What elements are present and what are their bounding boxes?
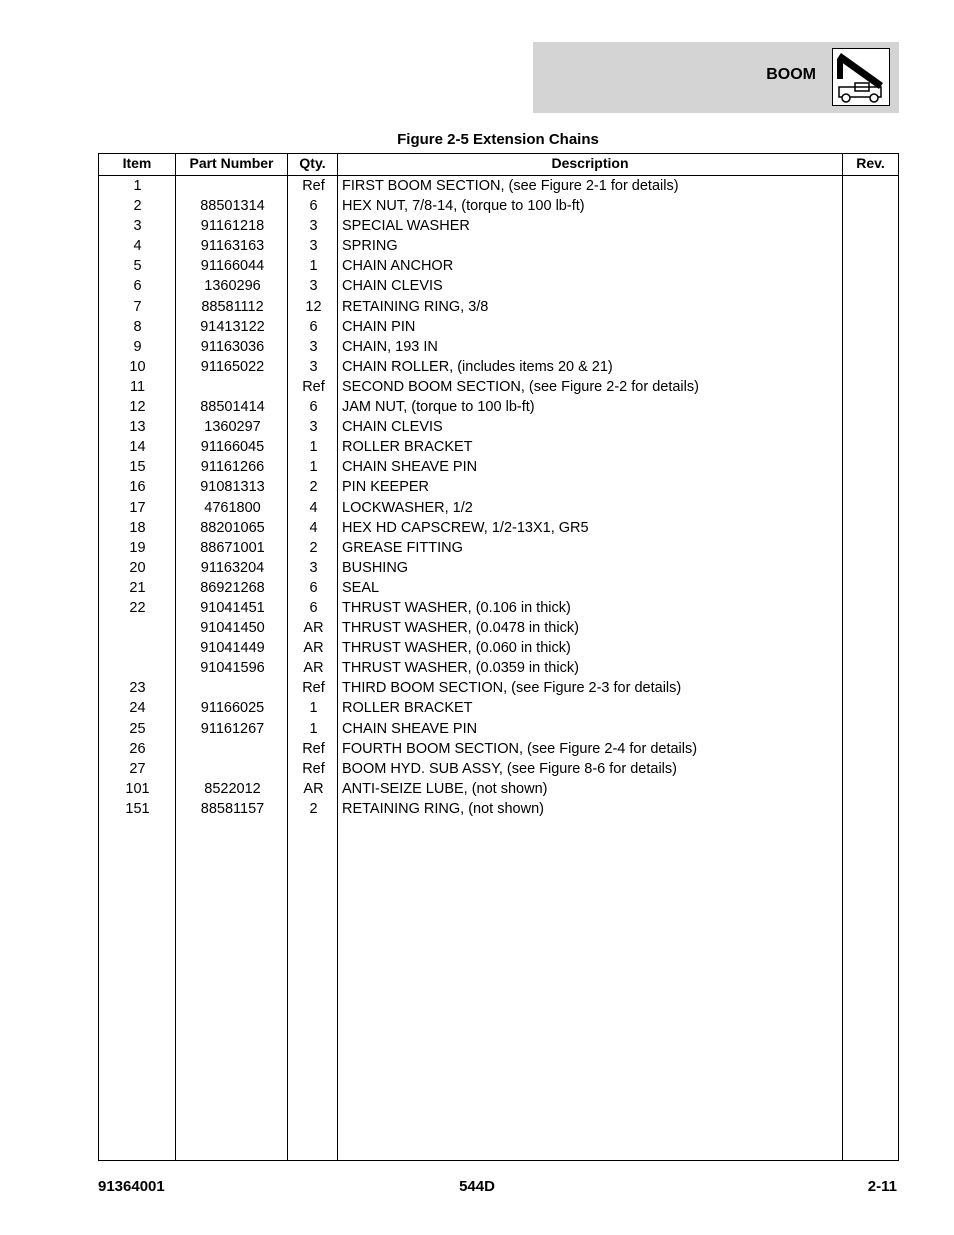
description-cell: FIRST BOOM SECTION, (see Figure 2-1 for details) <box>342 178 679 194</box>
part-number-cell: 91165022 <box>200 358 265 375</box>
doc-number: 91364001 <box>98 1178 165 1195</box>
qty-cell: 3 <box>309 218 318 235</box>
description-cell: BUSHING <box>342 559 409 576</box>
item-cell: 4 <box>133 238 142 255</box>
table-row <box>99 498 898 518</box>
qty-cell: 1 <box>309 459 318 476</box>
model-number: 544D <box>459 1178 495 1195</box>
table-row <box>99 236 898 256</box>
part-number-cell: 88501414 <box>200 399 265 416</box>
description-cell: FOURTH BOOM SECTION, (see Figure 2-4 for details) <box>342 740 698 757</box>
description-cell: ROLLER BRACKET <box>342 700 473 717</box>
part-number-cell: 91041450 <box>200 620 265 637</box>
item-cell: 1 <box>133 178 142 194</box>
description-cell: THRUST WASHER, (0.060 in thick) <box>342 640 571 657</box>
qty-cell: Ref <box>302 178 325 194</box>
item-cell: 21 <box>129 579 146 596</box>
description-cell: ANTI-SEIZE LUBE, (not shown) <box>342 780 548 797</box>
qty-cell: 6 <box>309 599 318 616</box>
table-row <box>99 578 898 598</box>
column-header-rev: Rev. <box>856 155 885 171</box>
table-row <box>99 598 898 618</box>
qty-cell: 6 <box>309 579 318 596</box>
qty-cell: 6 <box>309 399 318 416</box>
item-cell: 23 <box>129 680 146 697</box>
item-cell: 26 <box>129 740 146 757</box>
part-number-cell: 91081313 <box>200 479 265 496</box>
table-row <box>99 678 898 698</box>
table-row <box>99 799 898 819</box>
description-cell: CHAIN PIN <box>342 318 416 335</box>
description-cell: RETAINING RING, (not shown) <box>342 800 544 817</box>
description-cell: SPRING <box>342 238 398 255</box>
qty-cell: 12 <box>305 298 322 315</box>
part-number-cell: 88201065 <box>200 519 265 536</box>
item-cell: 7 <box>133 298 142 315</box>
table-row <box>99 477 898 497</box>
description-cell: THRUST WASHER, (0.0359 in thick) <box>342 660 579 677</box>
qty-cell: AR <box>303 620 324 637</box>
item-cell: 17 <box>129 499 146 516</box>
table-row <box>99 437 898 457</box>
table-body <box>99 176 898 819</box>
part-number-cell: 91413122 <box>200 318 265 335</box>
qty-cell: 2 <box>309 539 318 556</box>
part-number-cell: 86921268 <box>200 579 265 596</box>
item-cell: 20 <box>129 559 146 576</box>
qty-cell: 3 <box>309 338 318 355</box>
qty-cell: 4 <box>309 519 318 536</box>
item-cell: 27 <box>129 760 146 777</box>
item-cell: 101 <box>125 780 150 797</box>
qty-cell: 3 <box>309 559 318 576</box>
table-row <box>99 779 898 799</box>
description-cell: CHAIN ROLLER, (includes items 20 & 21) <box>342 358 613 375</box>
column-header-description: Description <box>551 155 629 171</box>
description-cell: CHAIN SHEAVE PIN <box>342 459 478 476</box>
table-row <box>99 196 898 216</box>
qty-cell: 1 <box>309 258 318 275</box>
item-cell: 5 <box>133 258 142 275</box>
table-row <box>99 216 898 236</box>
table-row <box>99 377 898 397</box>
item-cell: 14 <box>129 439 146 456</box>
description-cell: THRUST WASHER, (0.106 in thick) <box>342 599 571 616</box>
description-cell: JAM NUT, (torque to 100 lb-ft) <box>342 399 535 416</box>
part-number-cell: 91163163 <box>200 238 265 255</box>
description-cell: CHAIN CLEVIS <box>342 419 443 436</box>
table-row <box>99 297 898 317</box>
qty-cell: 3 <box>309 358 318 375</box>
part-number-cell: 4761800 <box>204 499 261 516</box>
table-row <box>99 176 898 196</box>
qty-cell: 1 <box>309 720 318 737</box>
qty-cell: 1 <box>309 700 318 717</box>
qty-cell: 2 <box>309 800 318 817</box>
section-header-band <box>533 42 899 113</box>
item-cell: 15 <box>129 459 146 476</box>
column-header-part-number: Part Number <box>189 155 274 171</box>
table-row <box>99 276 898 296</box>
item-cell: 24 <box>129 700 146 717</box>
qty-cell: 3 <box>309 419 318 436</box>
description-cell: HEX HD CAPSCREW, 1/2-13X1, GR5 <box>342 519 589 536</box>
table-row <box>99 457 898 477</box>
description-cell: CHAIN ANCHOR <box>342 258 454 275</box>
part-number-cell: 91161218 <box>200 218 265 235</box>
part-number-cell: 88671001 <box>200 539 265 556</box>
description-cell: CHAIN SHEAVE PIN <box>342 720 478 737</box>
part-number-cell: 91041596 <box>200 660 265 677</box>
table-row <box>99 719 898 739</box>
part-number-cell: 88581157 <box>200 800 265 817</box>
column-header-qty: Qty. <box>299 155 326 171</box>
description-cell: HEX NUT, 7/8-14, (torque to 100 lb-ft) <box>342 198 585 215</box>
part-number-cell: 91166044 <box>200 258 265 275</box>
qty-cell: AR <box>303 640 324 657</box>
qty-cell: AR <box>303 780 324 797</box>
qty-cell: AR <box>303 660 324 677</box>
item-cell: 9 <box>133 338 142 355</box>
item-cell: 151 <box>125 800 150 817</box>
description-cell: CHAIN, 193 IN <box>342 338 438 355</box>
table-row <box>99 759 898 779</box>
part-number-cell: 91161267 <box>200 720 265 737</box>
figure-title: Figure 2-5 Extension Chains <box>397 131 599 148</box>
qty-cell: 2 <box>309 479 318 496</box>
table-row <box>99 658 898 678</box>
part-number-cell: 91166025 <box>200 700 265 717</box>
qty-cell: Ref <box>302 680 325 697</box>
qty-cell: Ref <box>302 378 325 395</box>
table-row <box>99 638 898 658</box>
qty-cell: Ref <box>302 760 325 777</box>
table-row <box>99 558 898 578</box>
description-cell: THIRD BOOM SECTION, (see Figure 2-3 for details) <box>342 680 682 697</box>
item-cell: 8 <box>133 318 142 335</box>
part-number-cell: 91166045 <box>200 439 265 456</box>
description-cell: SPECIAL WASHER <box>342 218 470 235</box>
part-number-cell: 91163036 <box>200 338 265 355</box>
part-number-cell: 91041451 <box>200 599 265 616</box>
part-number-cell: 88501314 <box>200 198 265 215</box>
qty-cell: 1 <box>309 439 318 456</box>
description-cell: GREASE FITTING <box>342 539 463 556</box>
parts-table <box>98 153 899 1161</box>
table-row <box>99 618 898 638</box>
qty-cell: 3 <box>309 238 318 255</box>
table-row <box>99 397 898 417</box>
part-number-cell: 8522012 <box>204 780 261 797</box>
item-cell: 22 <box>129 599 146 616</box>
table-row <box>99 317 898 337</box>
item-cell: 3 <box>133 218 142 235</box>
qty-cell: Ref <box>302 740 325 757</box>
item-cell: 11 <box>129 378 146 395</box>
description-cell: SECOND BOOM SECTION, (see Figure 2-2 for details) <box>342 378 699 395</box>
qty-cell: 6 <box>309 198 318 215</box>
part-number-cell: 1360296 <box>204 278 261 295</box>
page-number: 2-11 <box>867 1178 897 1195</box>
description-cell: RETAINING RING, 3/8 <box>342 298 489 315</box>
table-row <box>99 698 898 718</box>
item-cell: 13 <box>129 419 146 436</box>
column-header-item: Item <box>122 155 152 171</box>
table-row <box>99 518 898 538</box>
item-cell: 16 <box>129 479 146 496</box>
part-number-cell: 1360297 <box>204 419 261 436</box>
description-cell: BOOM HYD. SUB ASSY, (see Figure 8-6 for details) <box>342 760 677 777</box>
description-cell: PIN KEEPER <box>342 479 430 496</box>
table-row <box>99 538 898 558</box>
description-cell: LOCKWASHER, 1/2 <box>342 499 473 516</box>
qty-cell: 4 <box>309 499 318 516</box>
item-cell: 6 <box>133 278 142 295</box>
item-cell: 18 <box>129 519 146 536</box>
description-cell: ROLLER BRACKET <box>342 439 473 456</box>
telehandler-boom-icon <box>832 48 890 106</box>
item-cell: 2 <box>133 198 142 215</box>
item-cell: 19 <box>129 539 146 556</box>
description-cell: THRUST WASHER, (0.0478 in thick) <box>342 620 579 637</box>
table-row <box>99 417 898 437</box>
section-title: BOOM <box>766 66 816 83</box>
qty-cell: 3 <box>309 278 318 295</box>
description-cell: CHAIN CLEVIS <box>342 278 443 295</box>
item-cell: 10 <box>129 358 146 375</box>
part-number-cell: 88581112 <box>201 298 264 315</box>
table-row <box>99 357 898 377</box>
part-number-cell: 91161266 <box>200 459 265 476</box>
description-cell: SEAL <box>342 579 380 596</box>
table-row <box>99 739 898 759</box>
item-cell: 12 <box>129 399 146 416</box>
part-number-cell: 91163204 <box>200 559 265 576</box>
qty-cell: 6 <box>309 318 318 335</box>
table-row <box>99 337 898 357</box>
part-number-cell: 91041449 <box>200 640 265 657</box>
item-cell: 25 <box>129 720 146 737</box>
table-row <box>99 256 898 276</box>
